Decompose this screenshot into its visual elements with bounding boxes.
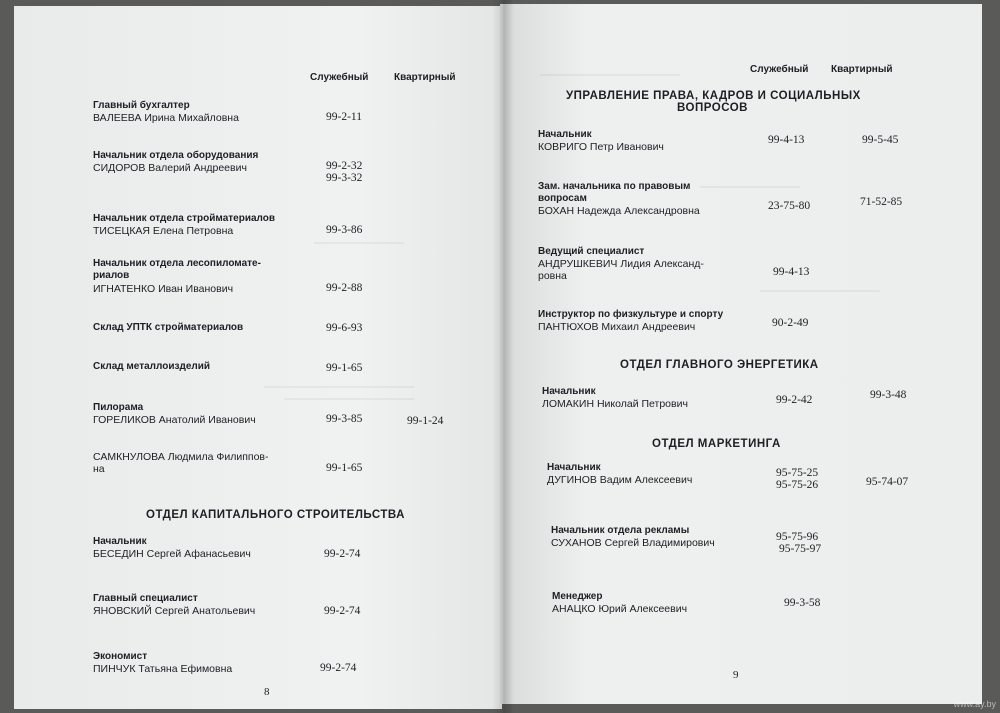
entry-title: Начальник отдела стройматериалов (93, 213, 276, 224)
entry-phone: 99-2-42 (776, 394, 813, 406)
column-header-official: Служебный (750, 64, 809, 75)
entry-name: СИДОРОВ Валерий Андреевич (93, 162, 247, 174)
entry-phone: 23-75-80 (768, 200, 811, 212)
entry-name: ПИНЧУК Татьяна Ефимовна (93, 663, 233, 675)
entry-name: КОВРИГО Петр Иванович (538, 141, 664, 153)
entry-title: Начальник отдела рекламы (551, 525, 690, 536)
entry-name: АНАЦКО Юрий Алексеевич (552, 603, 688, 615)
section-heading-cont: ВОПРОСОВ (677, 102, 748, 114)
entry-name: ГОРЕЛИКОВ Анатолий Иванович (93, 414, 256, 426)
entry-phone: 95-75-96 (776, 531, 819, 543)
entry-title: Ведущий специалист (538, 246, 645, 257)
entry-title: Склад УПТК стройматериалов (93, 322, 244, 333)
book-spine (492, 0, 514, 713)
section-heading: ОТДЕЛ ГЛАВНОГО ЭНЕРГЕТИКА (620, 359, 819, 371)
entry-title: Начальник отдела оборудования (93, 150, 259, 161)
entry-phone: 99-4-13 (768, 134, 805, 146)
entry-name: ЯНОВСКИЙ Сергей Анатольевич (93, 605, 256, 617)
entry-home-phone: 95-74-07 (866, 476, 909, 488)
entry-name: ПАНТЮХОВ Михаил Андреевич (538, 321, 696, 333)
entry-name-cont: на (93, 463, 105, 475)
column-header-official: Служебный (310, 72, 369, 83)
entry-home-phone: 71-52-85 (860, 196, 903, 208)
left-page (14, 6, 502, 709)
column-header-home: Квартирный (394, 72, 456, 83)
entry-title: Начальник отдела лесопиломате- (93, 258, 261, 269)
entry-phone: 99-2-11 (326, 111, 362, 123)
entry-phone-2: 95-75-97 (779, 543, 822, 555)
entry-name: БОХАН Надежда Александровна (538, 205, 700, 217)
page-number: 8 (264, 686, 270, 698)
entry-phone: 95-75-25 (776, 467, 819, 479)
entry-phone: 99-2-74 (324, 548, 361, 560)
entry-phone: 99-3-58 (784, 597, 821, 609)
entry-title: Начальник (93, 536, 147, 547)
entry-title: Начальник (547, 462, 601, 473)
entry-phone: 99-2-74 (320, 662, 357, 674)
entry-title: Зам. начальника по правовым (538, 181, 691, 192)
entry-home-phone: 99-3-48 (870, 389, 907, 401)
entry-title: Менеджер (552, 591, 603, 602)
entry-phone: 99-1-65 (326, 362, 363, 374)
entry-phone: 99-1-65 (326, 462, 363, 474)
entry-name: САМКНУЛОВА Людмила Филиппов- (93, 451, 269, 463)
entry-phone-2: 95-75-26 (776, 479, 819, 491)
right-page (500, 4, 982, 704)
entry-name: ВАЛЕЕВА Ирина Михайловна (93, 112, 239, 124)
entry-title: Начальник (538, 129, 592, 140)
entry-home-phone: 99-5-45 (862, 134, 899, 146)
entry-phone: 99-3-86 (326, 224, 363, 236)
entry-phone: 99-3-85 (326, 413, 363, 425)
entry-phone: 99-6-93 (326, 322, 363, 334)
entry-home-phone: 99-1-24 (407, 415, 444, 427)
page-number: 9 (733, 669, 739, 681)
column-header-home: Квартирный (831, 64, 893, 75)
entry-name: АНДРУШКЕВИЧ Лидия Александ- (538, 258, 704, 270)
section-heading: ОТДЕЛ КАПИТАЛЬНОГО СТРОИТЕЛЬСТВА (146, 509, 405, 521)
section-heading: УПРАВЛЕНИЕ ПРАВА, КАДРОВ И СОЦИАЛЬНЫХ (566, 90, 861, 102)
entry-name: СУХАНОВ Сергей Владимирович (551, 537, 715, 549)
entry-name-cont: ровна (538, 270, 567, 282)
entry-name: ТИСЕЦКАЯ Елена Петровна (93, 225, 234, 237)
entry-name: БЕСЕДИН Сергей Афанасьевич (93, 548, 251, 560)
entry-phone: 99-2-74 (324, 605, 361, 617)
entry-phone-2: 99-3-32 (326, 172, 363, 184)
entry-phone: 90-2-49 (772, 317, 809, 329)
watermark: www.ay.by (953, 699, 996, 709)
entry-name: ЛОМАКИН Николай Петрович (542, 398, 688, 410)
entry-title: Инструктор по физкультуре и спорту (538, 309, 724, 320)
entry-title: Начальник (542, 386, 596, 397)
entry-name: ДУГИНОВ Вадим Алексеевич (547, 474, 693, 486)
entry-title: Пилорама (93, 402, 144, 413)
entry-title: Склад металлоизделий (93, 361, 211, 372)
entry-title: Главный бухгалтер (93, 100, 190, 111)
entry-phone: 99-4-13 (773, 266, 810, 278)
entry-title: Главный специалист (93, 593, 198, 604)
entry-phone: 99-2-88 (326, 282, 363, 294)
section-heading: ОТДЕЛ МАРКЕТИНГА (652, 438, 781, 450)
entry-title-cont: риалов (93, 270, 130, 281)
entry-title: Экономист (93, 651, 148, 662)
entry-title-cont: вопросам (538, 193, 587, 204)
entry-name: ИГНАТЕНКО Иван Иванович (93, 283, 234, 295)
entry-phone: 99-2-32 (326, 160, 363, 172)
